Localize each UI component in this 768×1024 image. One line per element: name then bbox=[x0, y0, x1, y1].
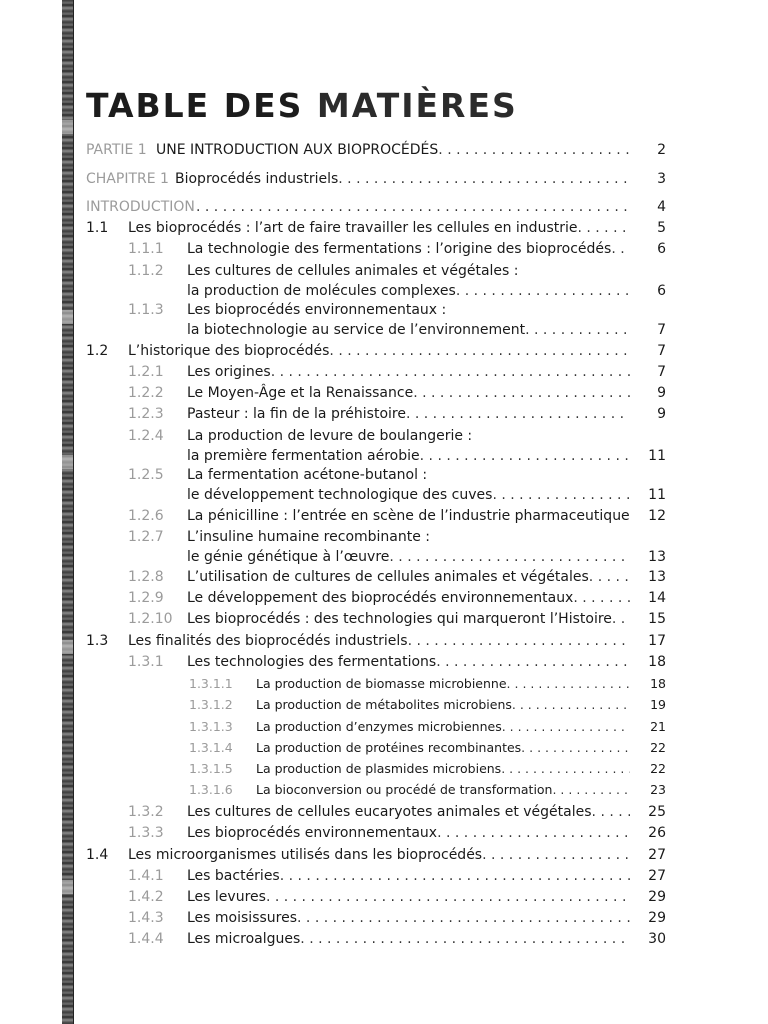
toc-entry-number: 1.2.2 bbox=[128, 385, 164, 401]
toc-entry-number: 1.3.1.3 bbox=[189, 719, 233, 734]
toc-entry-title bbox=[196, 197, 630, 217]
toc-entry-page: 19 bbox=[650, 697, 666, 712]
toc-entry-page: 23 bbox=[650, 782, 666, 797]
toc-entry-page: 7 bbox=[657, 364, 666, 380]
dot-leader bbox=[552, 780, 630, 800]
toc-entry-title: La production de biomasse microbienne . . . bbox=[256, 674, 630, 694]
spine-mark bbox=[62, 880, 73, 894]
toc-entry-title: L’historique des bioprocédés . . . bbox=[128, 341, 630, 361]
toc-entry-number: 1.1.3 bbox=[128, 302, 164, 318]
toc-entry-title: Le développement des bioprocédés environnementaux . . . bbox=[187, 588, 630, 608]
toc-entry-number: 1.2.1 bbox=[128, 364, 164, 380]
dot-leader bbox=[389, 547, 630, 567]
toc-entry-title: La fermentation acétone-butanol : bbox=[187, 467, 428, 483]
toc-entry-title: Les bactéries . . . bbox=[187, 866, 630, 886]
toc-entry-page: 18 bbox=[650, 676, 666, 691]
toc-entry-number: 1.3.1.2 bbox=[189, 697, 233, 712]
toc-entry-title: Les technologies des fermentations . . . bbox=[187, 652, 630, 672]
dot-leader bbox=[420, 446, 630, 466]
dot-leader bbox=[413, 383, 630, 403]
toc-entry-title: Les cultures de cellules eucaryotes animales et végétales . . . bbox=[187, 802, 630, 822]
toc-entry-number: PARTIE 1 bbox=[86, 142, 147, 158]
toc-entry-number: 1.2.8 bbox=[128, 569, 164, 585]
toc-entry-page: 18 bbox=[648, 654, 666, 670]
page-title bbox=[86, 86, 518, 125]
toc-entry-page: 15 bbox=[648, 611, 666, 627]
dot-leader bbox=[436, 652, 630, 672]
title-part1: TABLE DES bbox=[86, 86, 317, 125]
dot-leader bbox=[196, 197, 630, 217]
toc-entry-number: INTRODUCTION bbox=[86, 199, 195, 215]
toc-entry-number: 1.4.3 bbox=[128, 910, 164, 926]
toc-entry-number: 1.3.1.6 bbox=[189, 782, 233, 797]
toc-entry-title: La production de plasmides microbiens . . . bbox=[256, 759, 630, 779]
toc-entry-number: 1.3.1.1 bbox=[189, 676, 233, 691]
toc-entry-title: Les microorganismes utilisés dans les bioprocédés . . . bbox=[128, 845, 630, 865]
toc-entry-title: L’utilisation de cultures de cellules animales et végétales . . . bbox=[187, 567, 630, 587]
dot-leader bbox=[406, 404, 630, 424]
toc-entry-number: 1.1.1 bbox=[128, 241, 164, 257]
dot-leader bbox=[611, 239, 630, 259]
dot-leader bbox=[512, 695, 630, 715]
toc-entry-title: La production de levure de boulangerie : bbox=[187, 428, 473, 444]
toc-entry-title: la biotechnologie au service de l’environnement . . . bbox=[187, 320, 630, 340]
toc-entry-title: Bioprocédés industriels . . . bbox=[175, 169, 630, 189]
toc-entry-page: 17 bbox=[648, 633, 666, 649]
toc-entry-title: la première fermentation aérobie . . . bbox=[187, 446, 630, 466]
toc-entry-number: CHAPITRE 1 bbox=[86, 171, 169, 187]
toc-entry-title: Les moisissures . . . bbox=[187, 908, 630, 928]
toc-entry-title: Les bioprocédés : l’art de faire travailler les cellules en industrie . . . bbox=[128, 218, 630, 238]
toc-entry-number: 1.2.4 bbox=[128, 428, 164, 444]
dot-leader bbox=[438, 140, 630, 160]
toc-entry-number: 1.3.1.5 bbox=[189, 761, 233, 776]
toc-entry-number: 1.2.3 bbox=[128, 406, 164, 422]
toc-entry-title: La bioconversion ou procédé de transformation . . . bbox=[256, 780, 630, 800]
dot-leader bbox=[577, 218, 630, 238]
toc-entry-title: Les levures . . . bbox=[187, 887, 630, 907]
toc-entry-page: 12 bbox=[648, 508, 666, 524]
toc-entry-page: 11 bbox=[648, 448, 666, 464]
dot-leader bbox=[408, 631, 630, 651]
dot-leader bbox=[300, 929, 630, 949]
toc-entry-number: 1.4.2 bbox=[128, 889, 164, 905]
toc-entry-page: 3 bbox=[657, 171, 666, 187]
toc-entry-number: 1.3.3 bbox=[128, 825, 164, 841]
spine-mark bbox=[62, 640, 73, 654]
dot-leader bbox=[589, 567, 630, 587]
toc-entry-page: 6 bbox=[657, 283, 666, 299]
toc-entry-number: 1.1 bbox=[86, 220, 109, 236]
toc-entry-number: 1.4.4 bbox=[128, 931, 164, 947]
toc-entry-page: 9 bbox=[657, 385, 666, 401]
toc-entry-number: 1.2 bbox=[86, 343, 109, 359]
dot-leader bbox=[507, 674, 630, 694]
dot-leader bbox=[573, 588, 630, 608]
toc-entry-title: le développement technologique des cuves . . . bbox=[187, 485, 630, 505]
toc-entry-page: 30 bbox=[648, 931, 666, 947]
spine-mark bbox=[62, 455, 73, 469]
dot-leader bbox=[280, 866, 630, 886]
toc-entry-page: 7 bbox=[657, 343, 666, 359]
toc-entry-title: le génie génétique à l’œuvre . . . bbox=[187, 547, 630, 567]
toc-entry-page: 9 bbox=[657, 406, 666, 422]
dot-leader bbox=[521, 738, 630, 758]
dot-leader bbox=[297, 908, 630, 928]
toc-entry-number: 1.2.6 bbox=[128, 508, 164, 524]
toc-entry-title: Le Moyen-Âge et la Renaissance . . . bbox=[187, 383, 630, 403]
toc-entry-page: 14 bbox=[648, 590, 666, 606]
toc-entry-title: Les bioprocédés : des technologies qui marqueront l’Histoire . . . bbox=[187, 609, 630, 629]
toc-entry-title: La pénicilline : l’entrée en scène de l’industrie pharmaceutique . . . bbox=[187, 506, 630, 526]
spine-mark bbox=[62, 310, 73, 324]
toc-entry-number: 1.2.5 bbox=[128, 467, 164, 483]
toc-entry-page: 27 bbox=[648, 847, 666, 863]
dot-leader bbox=[592, 802, 630, 822]
dot-leader bbox=[612, 609, 630, 629]
toc-entry-title: La production d’enzymes microbiennes . . . bbox=[256, 717, 630, 737]
dot-leader bbox=[271, 362, 630, 382]
toc-entry-number: 1.3.1.4 bbox=[189, 740, 233, 755]
toc-entry-page: 7 bbox=[657, 322, 666, 338]
toc-entry-page: 22 bbox=[650, 740, 666, 755]
toc-entry-title: Pasteur : la fin de la préhistoire . . . bbox=[187, 404, 630, 424]
toc-entry-page: 22 bbox=[650, 761, 666, 776]
dot-leader bbox=[502, 717, 630, 737]
toc-entry-title: Les microalgues . . . bbox=[187, 929, 630, 949]
dot-leader bbox=[525, 320, 630, 340]
toc-entry-number: 1.2.7 bbox=[128, 529, 164, 545]
toc-entry-page: 29 bbox=[648, 889, 666, 905]
dot-leader bbox=[482, 845, 630, 865]
toc-entry-title: L’insuline humaine recombinante : bbox=[187, 529, 431, 545]
toc-entry-page: 4 bbox=[657, 199, 666, 215]
dot-leader bbox=[266, 887, 630, 907]
title-part2: MATIÈRES bbox=[316, 86, 518, 125]
toc-entry-title: Les bioprocédés environnementaux . . . bbox=[187, 823, 630, 843]
toc-entry-title: La production de protéines recombinantes . . . bbox=[256, 738, 630, 758]
dot-leader bbox=[329, 341, 630, 361]
toc-entry-title: La technologie des fermentations : l’origine des bioprocédés . . . bbox=[187, 239, 630, 259]
toc-entry-page: 13 bbox=[648, 569, 666, 585]
toc-entry-page: 6 bbox=[657, 241, 666, 257]
dot-leader bbox=[456, 281, 630, 301]
toc-entry-number: 1.3.1 bbox=[128, 654, 164, 670]
dot-leader bbox=[338, 169, 630, 189]
toc-entry-number: 1.2.10 bbox=[128, 611, 173, 627]
dot-leader bbox=[437, 823, 630, 843]
toc-entry-number: 1.4.1 bbox=[128, 868, 164, 884]
toc-entry-title: La production de métabolites microbiens . . . bbox=[256, 695, 630, 715]
toc-entry-number: 1.2.9 bbox=[128, 590, 164, 606]
toc-entry-number: 1.4 bbox=[86, 847, 109, 863]
toc-entry-title: UNE INTRODUCTION AUX BIOPROCÉDÉS . . . bbox=[156, 140, 630, 160]
toc-entry-page: 27 bbox=[648, 868, 666, 884]
toc-entry-page: 13 bbox=[648, 549, 666, 565]
toc-entry-page: 5 bbox=[657, 220, 666, 236]
toc-entry-title: Les bioprocédés environnementaux : bbox=[187, 302, 447, 318]
toc-entry-title: Les cultures de cellules animales et végétales : bbox=[187, 263, 519, 279]
toc-entry-title: la production de molécules complexes . . . bbox=[187, 281, 630, 301]
dot-leader bbox=[501, 759, 630, 779]
toc-entry-page: 26 bbox=[648, 825, 666, 841]
toc-entry-number: 1.1.2 bbox=[128, 263, 164, 279]
dot-leader bbox=[492, 485, 630, 505]
toc-entry-page: 25 bbox=[648, 804, 666, 820]
toc-entry-page: 29 bbox=[648, 910, 666, 926]
toc-entry-number: 1.3.2 bbox=[128, 804, 164, 820]
toc-entry-title: Les finalités des bioprocédés industriels . . . bbox=[128, 631, 630, 651]
book-spine-edge bbox=[62, 0, 74, 1024]
toc-entry-title: Les origines . . . bbox=[187, 362, 630, 382]
toc-entry-page: 21 bbox=[650, 719, 666, 734]
toc-entry-number: 1.3 bbox=[86, 633, 109, 649]
toc-entry-page: 11 bbox=[648, 487, 666, 503]
toc-entry-page: 2 bbox=[657, 142, 666, 158]
spine-mark bbox=[62, 120, 73, 134]
